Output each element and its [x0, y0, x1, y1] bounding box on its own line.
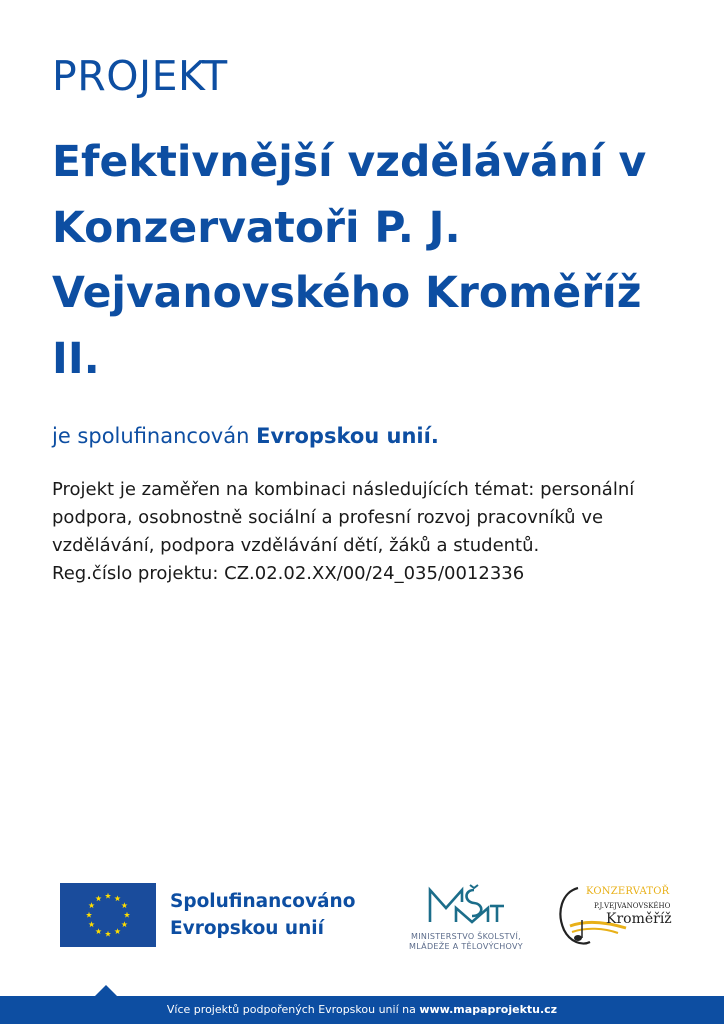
- msmt-logo-icon: [396, 882, 536, 932]
- registration-number: Reg.číslo projektu: CZ.02.02.XX/00/24_035/0012336: [52, 563, 525, 584]
- project-description: [52, 476, 692, 588]
- konz-line1: KONZERVATOŘ: [586, 886, 670, 897]
- konzervator-logo: [556, 880, 686, 952]
- msmt-line2: MLÁDEŽE A TĚLOVÝCHOVY: [409, 942, 523, 951]
- eu-label-line2: Evropskou unií: [170, 918, 324, 939]
- footer-bar: [0, 996, 724, 1024]
- footer-text: Více projektů podpořených Evropskou unií na: [166, 1003, 420, 1016]
- description-text: Projekt je zaměřen na kombinaci následujících témat: personální podpora, osobnostně sociální a profesní rozvoj pracovníků ve vzdělávání, podpora vzdělávání dětí, žáků a studentů.: [52, 479, 635, 556]
- cofinance-highlight: Evropskou unií.: [256, 424, 439, 448]
- project-label: PROJEKT: [52, 52, 228, 100]
- eu-label-line1: Spolufinancováno: [170, 891, 356, 912]
- eu-cofinanced-label: [170, 888, 355, 942]
- konz-line2: P.J.VEJVANOVSKÉHO: [594, 902, 671, 910]
- msmt-line1: MINISTERSTVO ŠKOLSTVÍ,: [411, 932, 521, 941]
- konz-line3: Kroměříž: [606, 911, 672, 927]
- footer-link[interactable]: www.mapaprojektu.cz: [419, 1003, 558, 1016]
- cofinance-prefix: je spolufinancován: [52, 424, 257, 448]
- cofinance-statement: [52, 424, 439, 449]
- footer-notch: [95, 985, 117, 996]
- project-title: Efektivnější vzdělávání v Konzervatoři P. J. Vejvanovského Kroměříž II.: [52, 138, 647, 384]
- eu-flag-icon: [60, 883, 156, 947]
- msmt-logo: [396, 882, 536, 952]
